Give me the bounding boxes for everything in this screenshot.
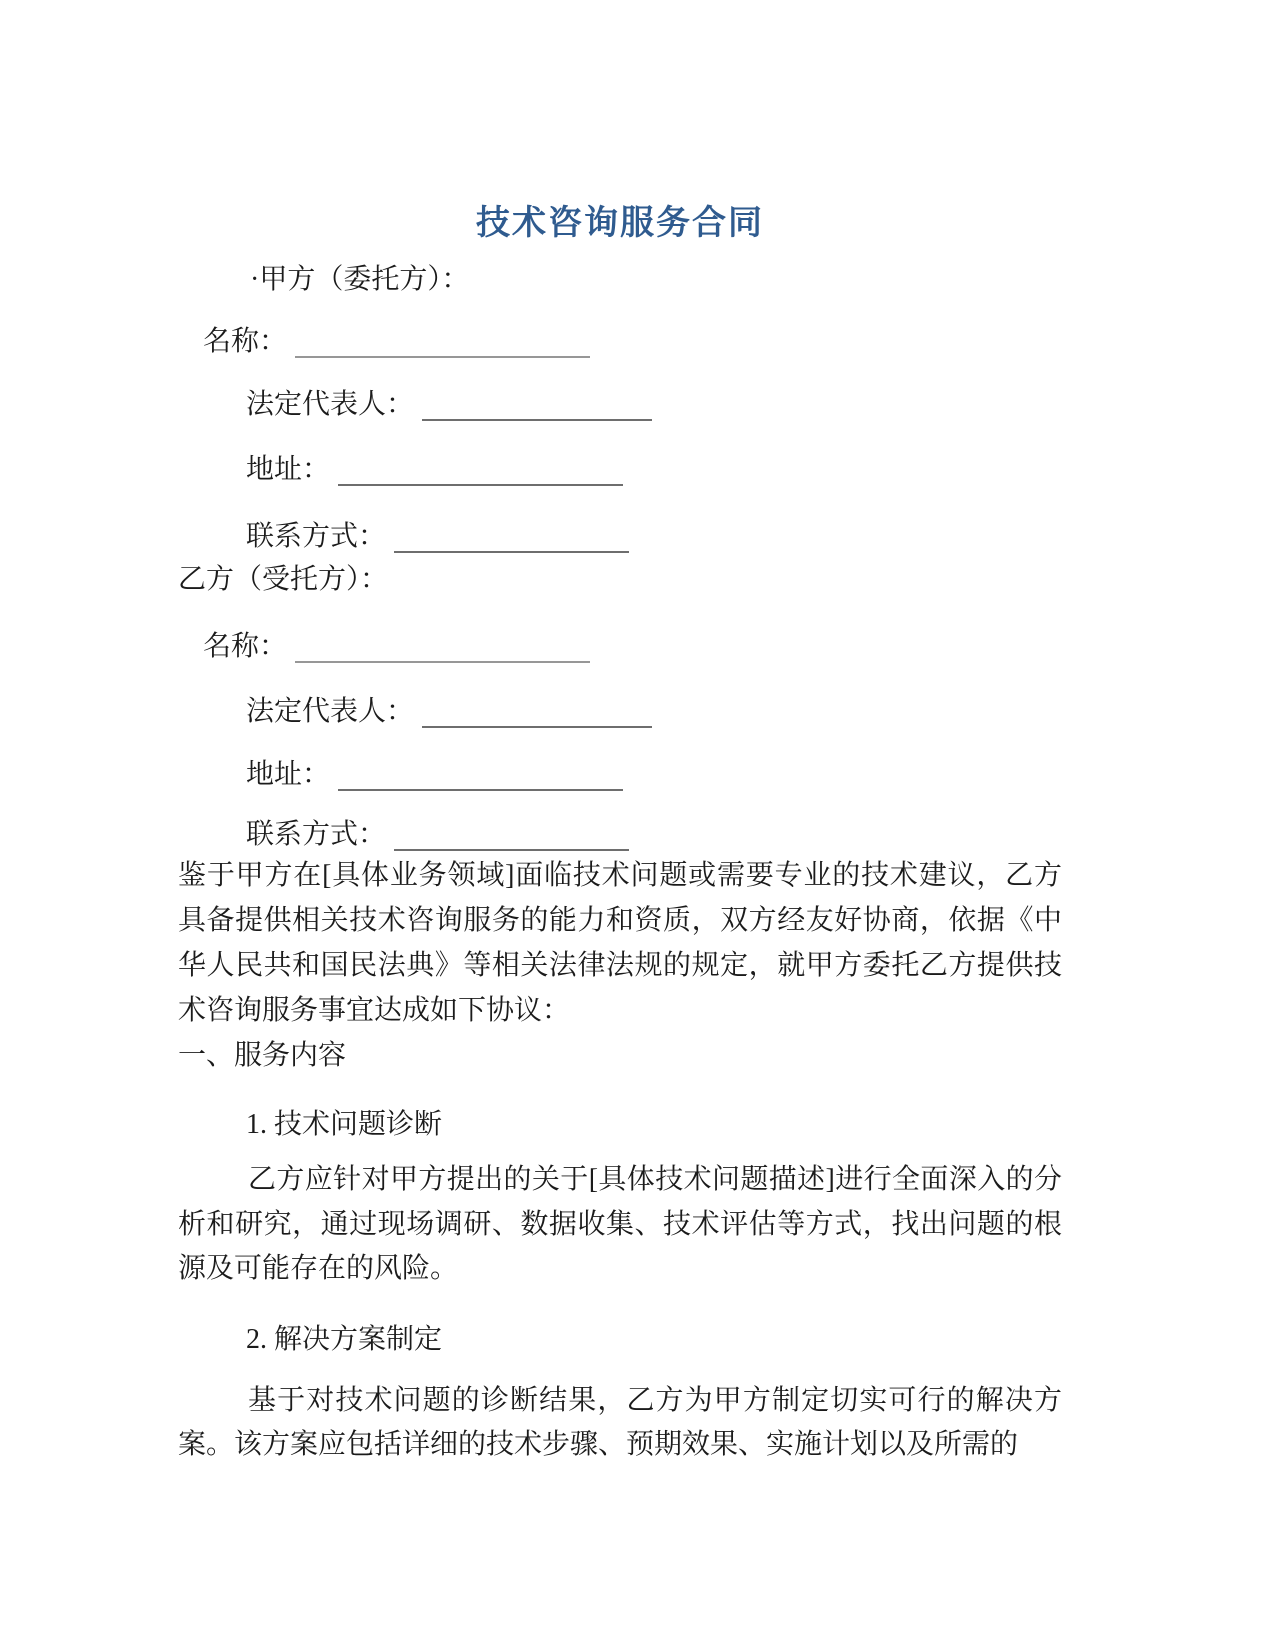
clause-1-heading: 1. 技术问题诊断 [246, 1109, 443, 1140]
party-a-header: ·甲方（委托方）： [250, 264, 470, 295]
document-content [178, 0, 1062, 1468]
party-b-name-row [178, 624, 1062, 669]
party-a-address-label: 地址： [246, 454, 331, 485]
party-a-contact-label: 联系方式： [246, 521, 387, 552]
document-title: 技术咨询服务合同 [476, 204, 764, 242]
party-a-name-label: 名称： [203, 326, 288, 357]
party-b-representative-label: 法定代表人： [246, 696, 415, 727]
section-1-heading: 一、服务内容 [178, 1040, 347, 1071]
party-b-address-label: 地址： [246, 759, 331, 790]
party-b-name-blank-line [295, 661, 590, 663]
party-b-representative-blank-line [422, 726, 652, 728]
party-b-address-row [178, 752, 1062, 797]
party-b-contact-row [178, 812, 1062, 857]
party-a-address-blank-line [338, 484, 623, 486]
clause-2-body: 基于对技术问题的诊断结果，乙方为甲方制定切实可行的解决方案。该方案应包括详细的技术步骤、预期效果、实施计划以及所需的 [178, 1384, 1062, 1460]
party-b-contact-label: 联系方式： [246, 819, 387, 850]
party-a-name-blank-line [295, 356, 590, 358]
party-b-contact-blank-line [394, 849, 629, 851]
party-a-contact-blank-line [394, 551, 629, 553]
party-b-header: 乙方（受托方）： [178, 564, 389, 595]
party-a-representative-row [178, 382, 1062, 427]
party-b-address-blank-line [338, 789, 623, 791]
party-a-contact-row [178, 514, 1062, 559]
party-b-name-label: 名称： [203, 631, 288, 662]
clause-1-body: 乙方应针对甲方提出的关于[具体技术问题描述]进行全面深入的分析和研究，通过现场调研、数据收集、技术评估等方式，找出问题的根源及可能存在的风险。 [178, 1164, 1062, 1284]
party-b-representative-row [178, 689, 1062, 734]
party-a-representative-label: 法定代表人： [246, 389, 415, 420]
party-a-address-row [178, 447, 1062, 492]
party-a-name-row [178, 319, 1062, 364]
clause-2-heading: 2. 解决方案制定 [246, 1323, 443, 1355]
preamble-paragraph: 鉴于甲方在[具体业务领域]面临技术问题或需要专业的技术建议，乙方具备提供相关技术咨询服务的能力和资质，双方经友好协商，依据《中华人民共和国民法典》等相关法律法规的规定，就甲方委托乙方提供技术咨询服务事宜达成如下协议： [178, 860, 1062, 1026]
party-a-representative-blank-line [422, 419, 652, 421]
